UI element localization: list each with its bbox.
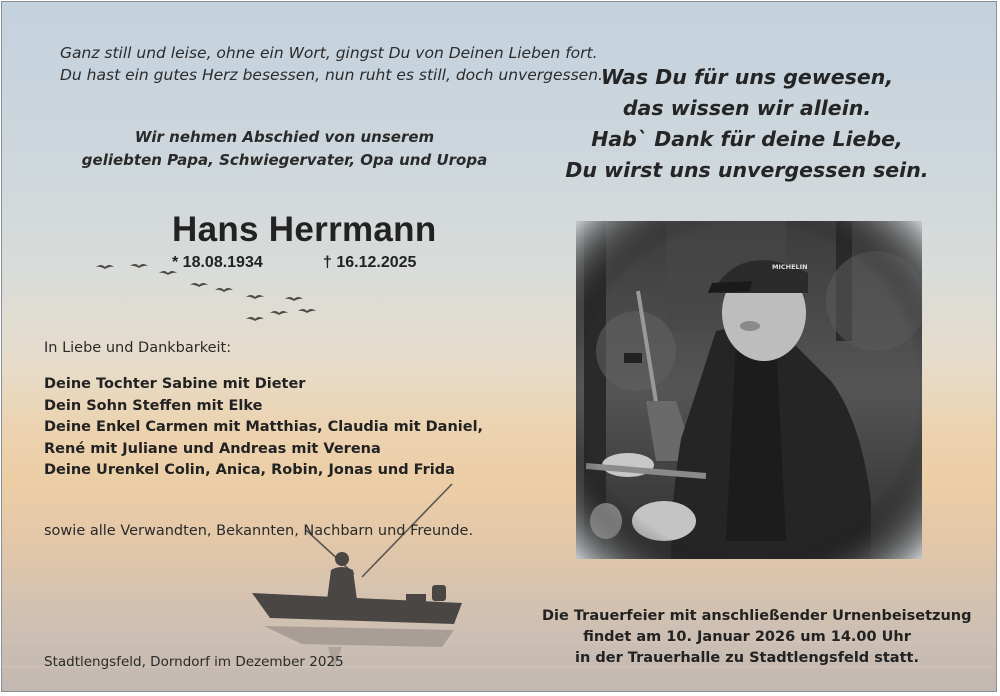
- verse-line: das wissen wir allein.: [622, 96, 872, 120]
- birth-date: * 18.08.1934: [172, 254, 263, 271]
- motto-line: Ganz still und leise, ohne ein Wort, gingst Du von Deinen Lieben fort.: [60, 44, 598, 62]
- relatives-line: sowie alle Verwandten, Bekannten, Nachbarn und Freunde.: [44, 523, 474, 539]
- service-line: findet am 10. Januar 2026 um 14.00 Uhr: [583, 629, 911, 645]
- opening-motto: [60, 42, 603, 86]
- gratitude-intro: In Liebe und Dankbarkeit:: [44, 340, 232, 356]
- mourner-line: Deine Enkel Carmen mit Matthias, Claudia mit Daniel,: [44, 419, 484, 435]
- farewell-line: Wir nehmen Abschied von unserem: [134, 128, 435, 146]
- verse-line: Du wirst uns unvergessen sein.: [565, 158, 929, 182]
- verse-line: Was Du für uns gewesen,: [600, 65, 894, 89]
- farewell-statement: [2, 126, 567, 172]
- portrait-photo: [576, 221, 922, 559]
- service-line: Die Trauerfeier mit anschließender Urnenbeisetzung: [542, 608, 972, 624]
- obituary-notice: [1, 1, 997, 692]
- place-and-date: Stadtlengsfeld, Dorndorf im Dezember 2025: [44, 654, 344, 670]
- service-line: in der Trauerhalle zu Stadtlengsfeld statt.: [575, 650, 919, 666]
- farewell-line: geliebten Papa, Schwiegervater, Opa und Uropa: [81, 151, 488, 169]
- funeral-service-info: [542, 606, 972, 669]
- verse-line: Hab` Dank für deine Liebe,: [591, 127, 903, 151]
- memorial-verse: [542, 62, 952, 186]
- deceased-name: Hans Herrmann: [172, 210, 437, 249]
- mourner-line: Deine Tochter Sabine mit Dieter: [44, 376, 306, 392]
- mourners-list: [44, 374, 483, 482]
- mourner-line: Deine Urenkel Colin, Anica, Robin, Jonas und Frida: [44, 462, 455, 478]
- death-date: † 16.12.2025: [323, 254, 417, 271]
- fishing-boat-icon: [252, 484, 462, 669]
- bird-flock-icon: [96, 264, 316, 321]
- mourner-line: René mit Juliane und Andreas mit Verena: [44, 440, 381, 457]
- mourner-line: Dein Sohn Steffen mit Elke: [44, 397, 263, 414]
- motto-line: Du hast ein gutes Herz besessen, nun ruht es still, doch unvergessen.: [60, 66, 603, 84]
